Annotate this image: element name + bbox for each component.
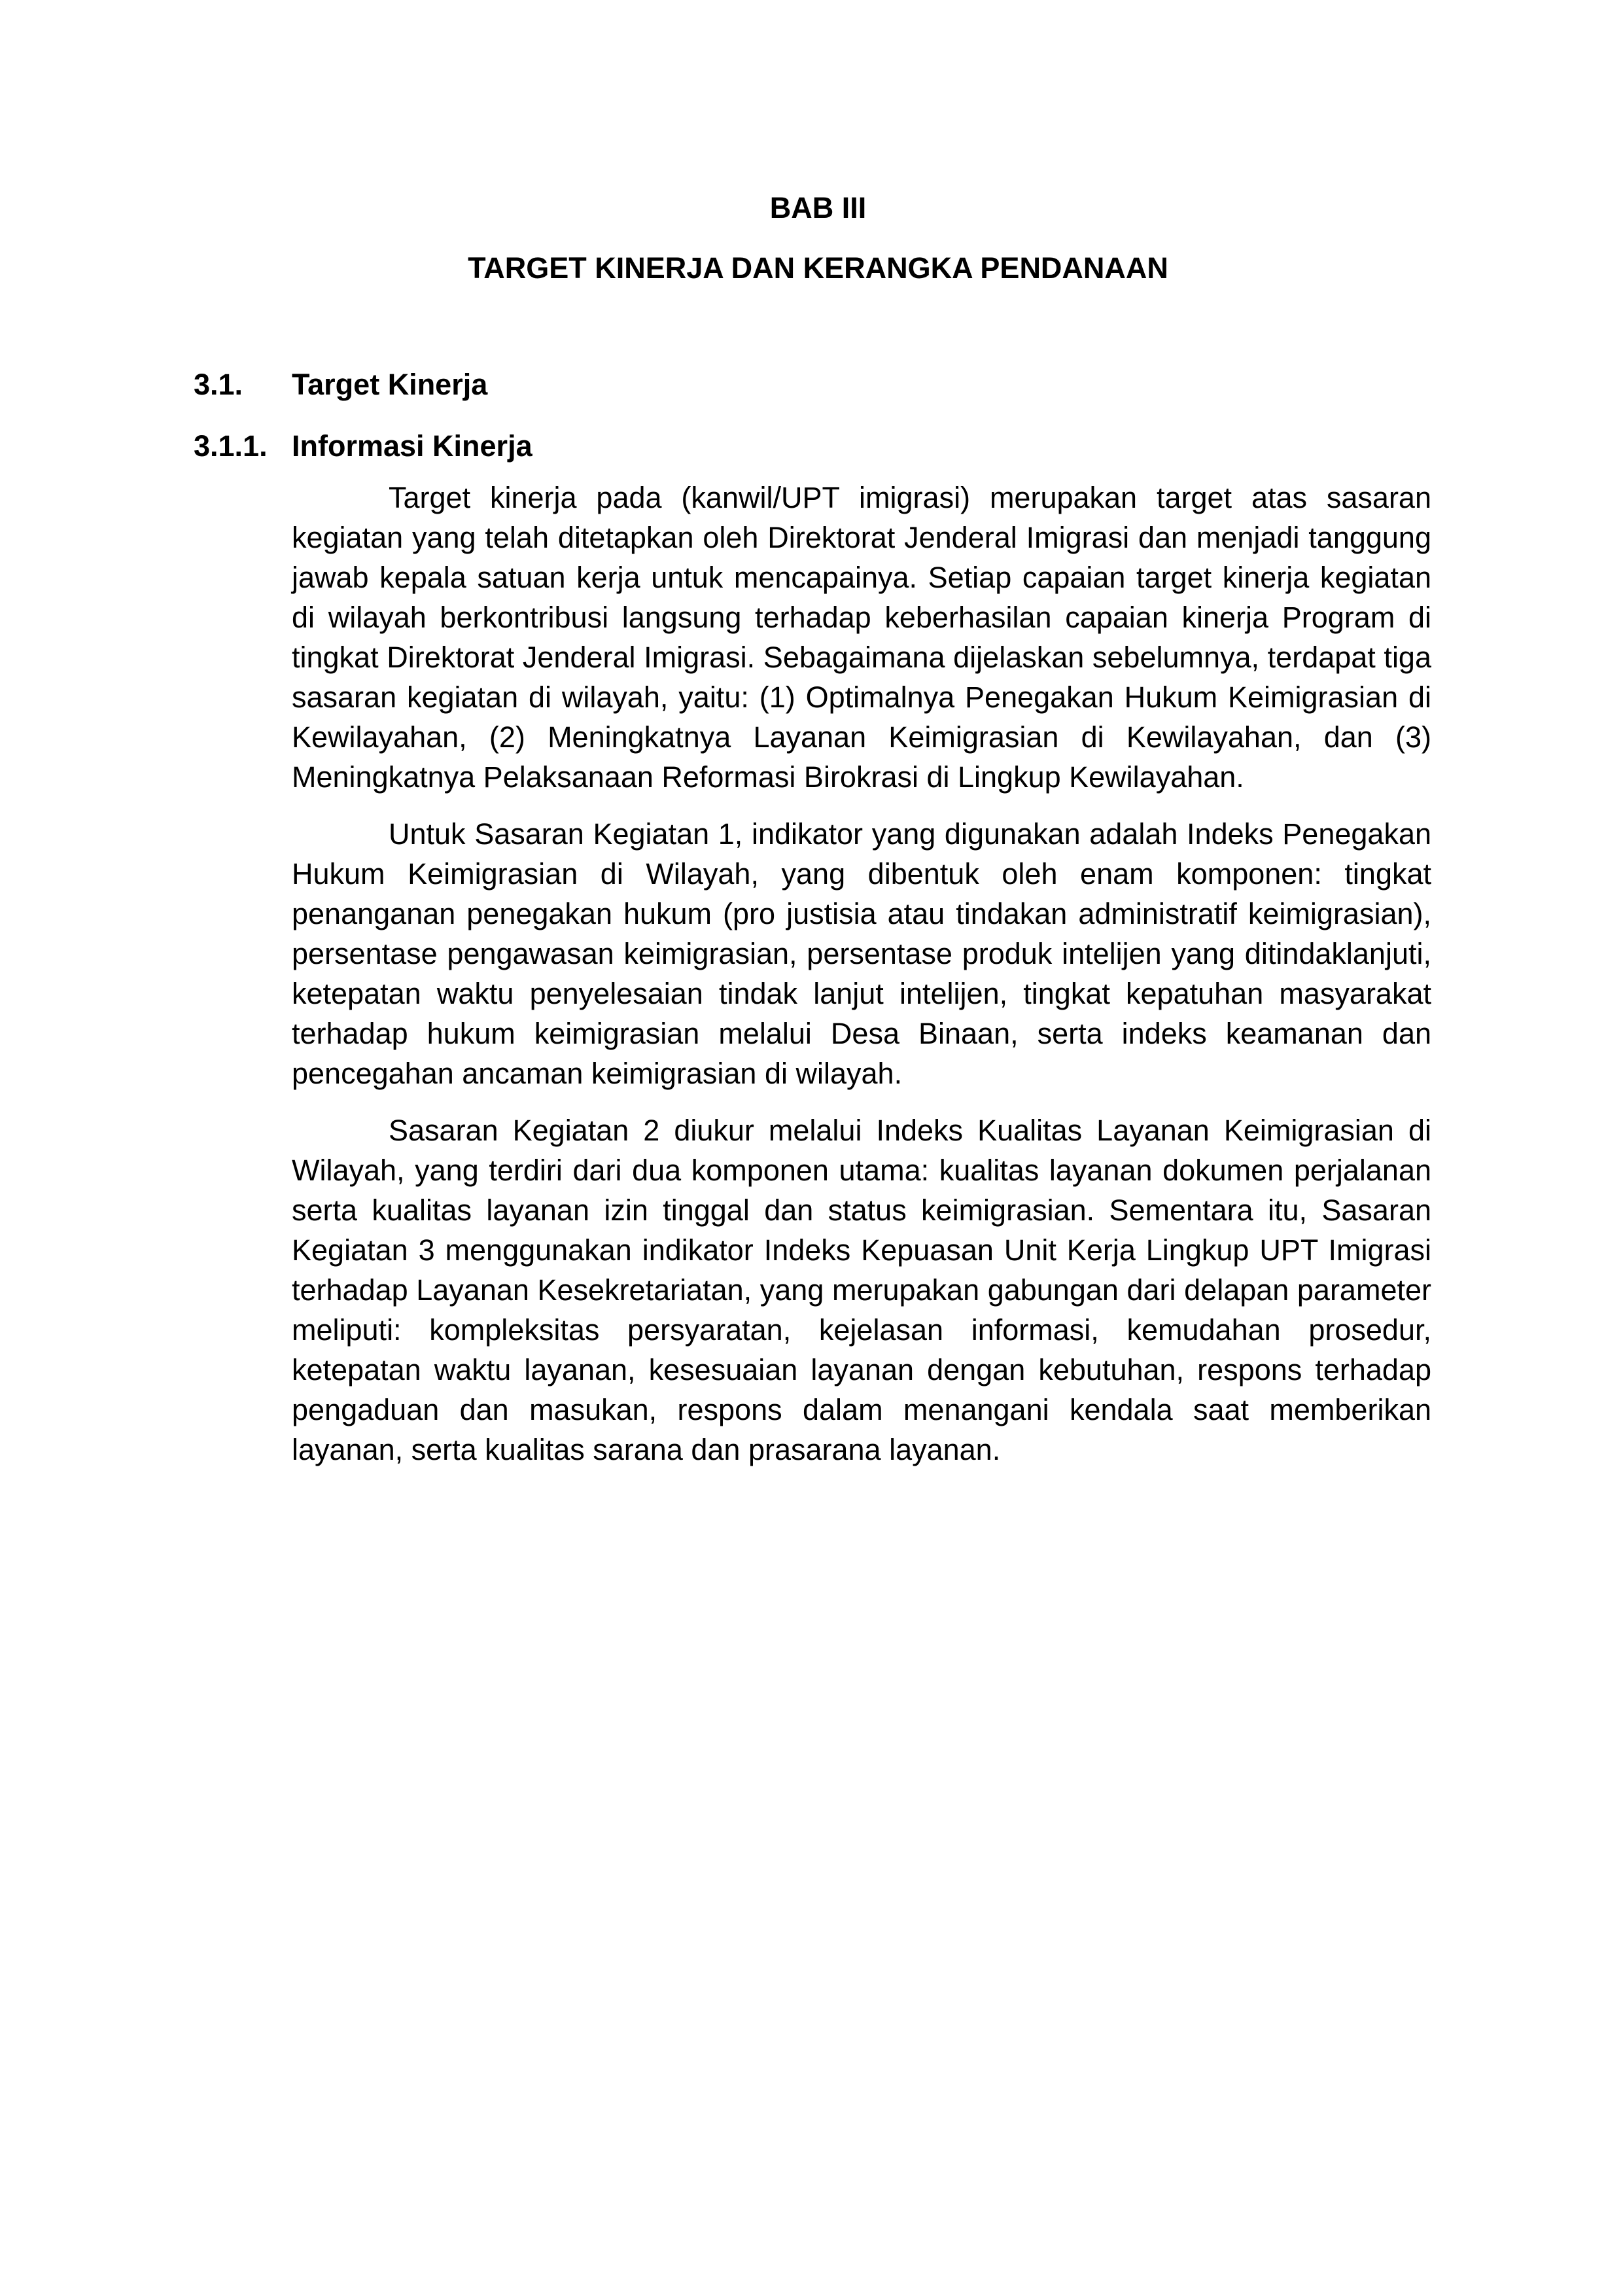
paragraph-2: Untuk Sasaran Kegiatan 1, indikator yang digunakan adalah Indeks Penegakan Hukum Keimigrasian di Wilayah, yang dibentuk oleh enam komponen: tingkat penanganan penegakan hukum (pro justisia atau tindakan administratif keimigrasian), persentase pengawasan keimigrasian, persentase produk intelijen yang ditindaklanjuti, ketepatan waktu penyelesaian tindak lanjut intelijen, tingkat kepatuhan masyarakat terhadap hukum keimigrasian melalui Desa Binaan, serta indeks keamanan dan pencegahan ancaman keimigrasian di wilayah. — [292, 817, 1431, 1090]
section-number: 3.1. — [194, 368, 243, 401]
body-text — [292, 478, 1431, 1487]
chapter-title: TARGET KINERJA DAN KERANGKA PENDANAAN — [468, 251, 1168, 285]
chapter-header — [0, 188, 1623, 288]
subsection-title: Informasi Kinerja — [292, 429, 532, 463]
subsection-heading-informasi-kinerja — [194, 427, 532, 466]
paragraph-1: Target kinerja pada (kanwil/UPT imigrasi) merupakan target atas sasaran kegiatan yang telah ditetapkan oleh Direktorat Jenderal Imigrasi dan menjadi tanggung jawab kepala satuan kerja untuk mencapainya. Setiap capaian target kinerja kegiatan di wilayah berkontribusi langsung terhadap keberhasilan capaian kinerja Program di tingkat Direktorat Jenderal Imigrasi. Sebagaimana dijelaskan sebelumnya, terdapat tiga sasaran kegiatan di wilayah, yaitu: (1) Optimalnya Penegakan Hukum Keimigrasian di Kewilayahan, (2) Meningkatnya Layanan Keimigrasian di Kewilayahan, dan (3) Meningkatnya Pelaksanaan Reformasi Birokrasi di Lingkup Kewilayahan. — [292, 481, 1431, 794]
subsection-number: 3.1.1. — [194, 429, 268, 463]
chapter-number: BAB III — [769, 191, 867, 224]
paragraph-3: Sasaran Kegiatan 2 diukur melalui Indeks Kualitas Layanan Keimigrasian di Wilayah, yang terdiri dari dua komponen utama: kualitas layanan dokumen perjalanan serta kualitas layanan izin tinggal dan status keimigrasian. Sementara itu, Sasaran Kegiatan 3 menggunakan indikator Indeks Kepuasan Unit Kerja Lingkup UPT Imigrasi terhadap Layanan Kesekretariatan, yang merupakan gabungan dari delapan parameter meliputi: kompleksitas persyaratan, kejelasan informasi, kemudahan prosedur, ketepatan waktu layanan, kesesuaian layanan dengan kebutuhan, respons terhadap pengaduan dan masukan, respons dalam menangani kendala saat memberikan layanan, serta kualitas sarana dan prasarana layanan. — [292, 1114, 1431, 1466]
section-title: Target Kinerja — [292, 368, 488, 401]
section-heading-target-kinerja — [194, 365, 487, 404]
